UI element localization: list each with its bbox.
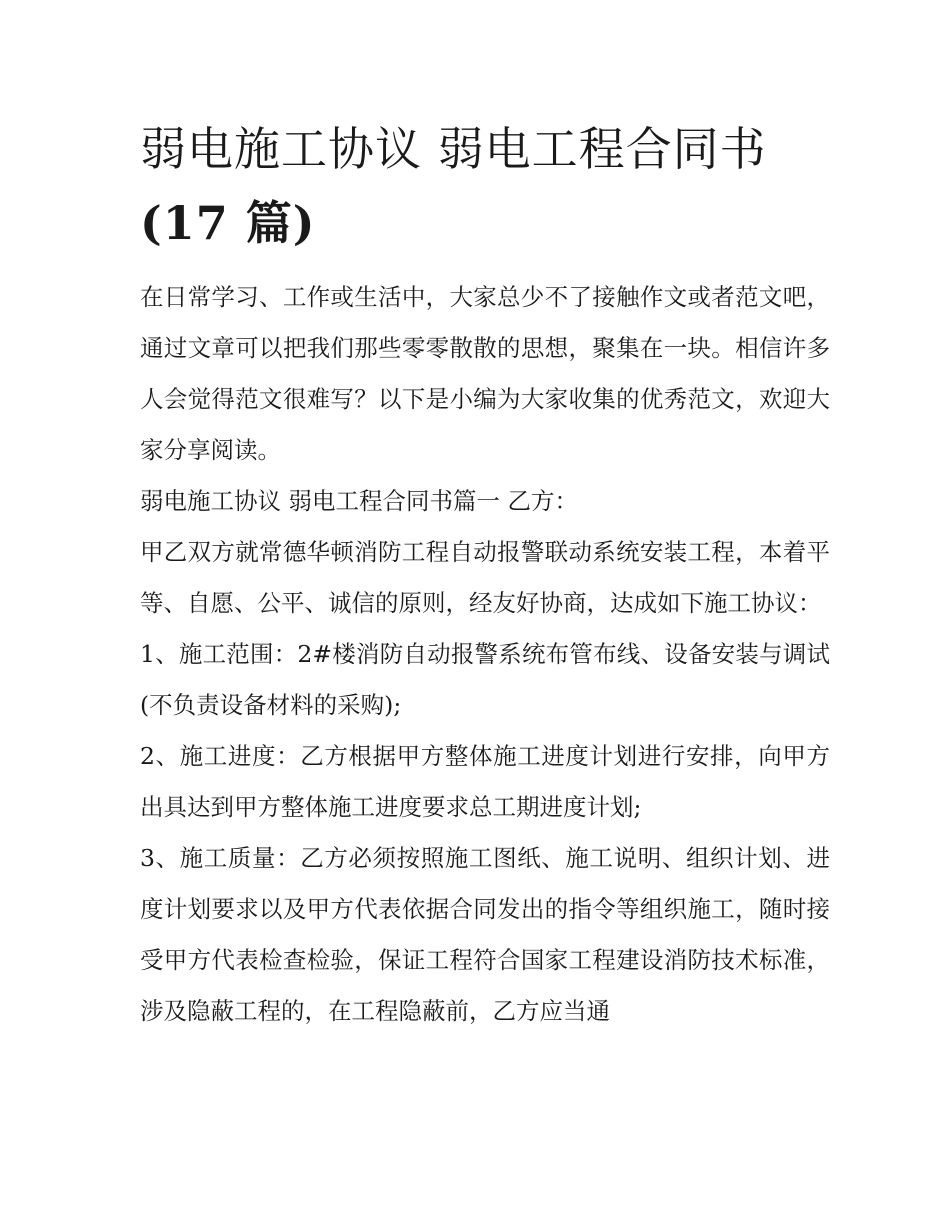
document-title	[140, 112, 830, 260]
paragraph-clause-1: 1、施工范围：2#楼消防自动报警系统布管布线、设备安装与调试(不负责设备材料的采购);	[140, 640, 830, 719]
paragraph-clause-3: 3、施工质量：乙方必须按照施工图纸、施工说明、组织计划、进度计划要求以及甲方代表依据合同发出的指令等组织施工，随时接受甲方代表检查检验，保证工程符合国家工程建设消防技术标准，涉及隐蔽工程的，在工程隐蔽前，乙方应当通	[140, 844, 830, 1025]
paragraph-clause-2: 2、施工进度：乙方根据甲方整体施工进度计划进行安排，向甲方出具达到甲方整体施工进度要求总工期进度计划;	[140, 742, 830, 821]
paragraph-agreement: 甲乙双方就常德华顿消防工程自动报警联动系统安装工程，本着平等、自愿、公平、诚信的原则，经友好协商，达成如下施工协议：	[140, 538, 830, 617]
document-content	[140, 112, 830, 1037]
paragraph-intro: 在日常学习、工作或生活中，大家总少不了接触作文或者范文吧，通过文章可以把我们那些零零散散的思想，聚集在一块。相信许多人会觉得范文很难写？以下是小编为大家收集的优秀范文，欢迎大家分享阅读。	[140, 283, 830, 464]
title-line-2: (17 篇)	[140, 196, 316, 250]
title-line-1: 弱电施工协议 弱电工程合同书	[140, 122, 767, 176]
paragraph-section-heading: 弱电施工协议 弱电工程合同书篇一 乙方：	[140, 487, 578, 515]
document-body	[140, 272, 830, 1037]
